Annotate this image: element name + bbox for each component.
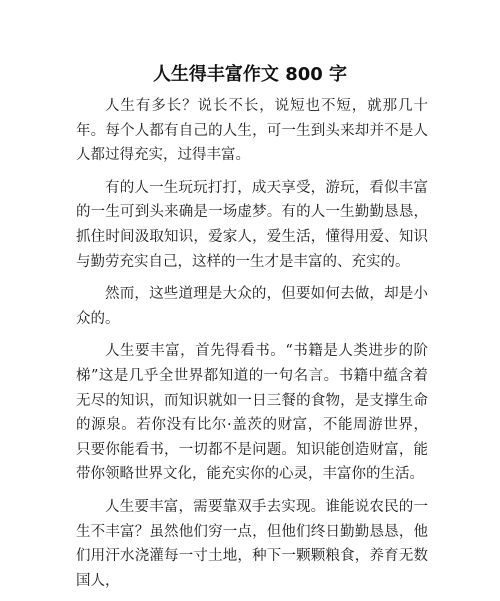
- page-title: 人生得丰富作文 800 字: [152, 64, 348, 85]
- paragraph-4: 人生要丰富，首先得看书。“书籍是人类进步的阶梯”这是几乎全世界都知道的一句名言。书籍中蕴含着无尽的知识，而知识就如一日三餐的食物，是支撑生命的源泉。若你没有比尔·盖茨的财富，不能周游世界，只要你能看书，一切都不是问题。知识能创造财富，能带你领略世界文化，能充实你的心灵，丰富你的生活。: [76, 343, 428, 483]
- paragraph-1: 人生有多长？说长不长，说短也不短，就那几十年。每个人都有自己的人生，可一生到头来却并不是人人都过得充实，过得丰富。: [76, 98, 428, 164]
- paragraph-3: 然而，这些道理是大众的，但要如何去做，却是小众的。: [76, 286, 428, 327]
- paragraph-2: 有的人一生玩玩打打，成天享受，游玩，看似丰富的一生可到头来确是一场虚梦。有的人一生勤勤恳恳，抓住时间汲取知识，爱家人，爱生活，懂得用爱、知识与勤劳充实自己，这样的一生才是丰富的、充实的。: [76, 179, 428, 270]
- paragraph-5: 人生要丰富，需要靠双手去实现。谁能说农民的一生不丰富？虽然他们穷一点，但他们终日勤勤恳恳，他们用汗水浇灌每一寸土地，种下一颗颗粮食，养育无数国人，: [76, 498, 428, 589]
- article-body: [76, 94, 428, 601]
